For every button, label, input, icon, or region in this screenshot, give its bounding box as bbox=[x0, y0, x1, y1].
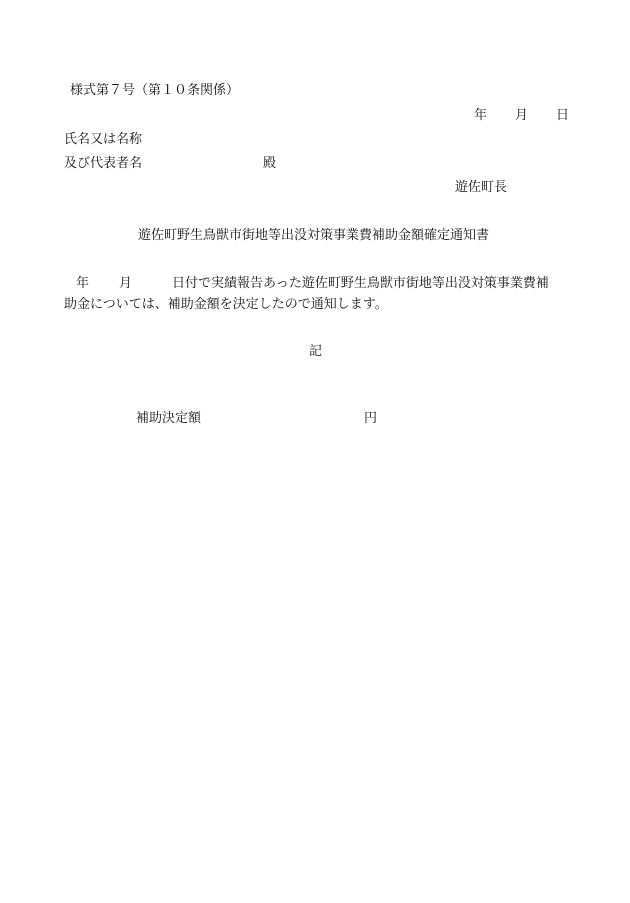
date-year-unit: 年 bbox=[474, 108, 488, 123]
issuer-title: 遊佐町長 bbox=[455, 180, 508, 195]
recipient-representative-label: 及び代表者名 bbox=[64, 156, 143, 171]
body-line1-text: 日付で実績報告あった遊佐町野生鳥獣市街地等出没対策事業費補 bbox=[172, 276, 549, 291]
document-title: 遊佐町野生鳥獣市街地等出没対策事業費補助金額確定通知書 bbox=[138, 228, 490, 243]
body-line-2: 助金については、補助金額を決定したので通知します。 bbox=[64, 297, 388, 312]
amount-label: 補助決定額 bbox=[136, 411, 202, 426]
recipient-honorific: 殿 bbox=[263, 156, 277, 171]
date-day-unit: 日 bbox=[556, 108, 570, 123]
amount-unit: 円 bbox=[364, 411, 378, 426]
date-month-unit: 月 bbox=[515, 108, 529, 123]
body-line-1 bbox=[64, 277, 569, 290]
body-month-unit: 月 bbox=[119, 276, 133, 291]
body-year-unit: 年 bbox=[76, 276, 90, 291]
form-number: 様式第７号（第１０条関係） bbox=[70, 83, 240, 98]
recipient-name-label: 氏名又は名称 bbox=[64, 132, 143, 147]
notation-ki: 記 bbox=[309, 344, 323, 359]
